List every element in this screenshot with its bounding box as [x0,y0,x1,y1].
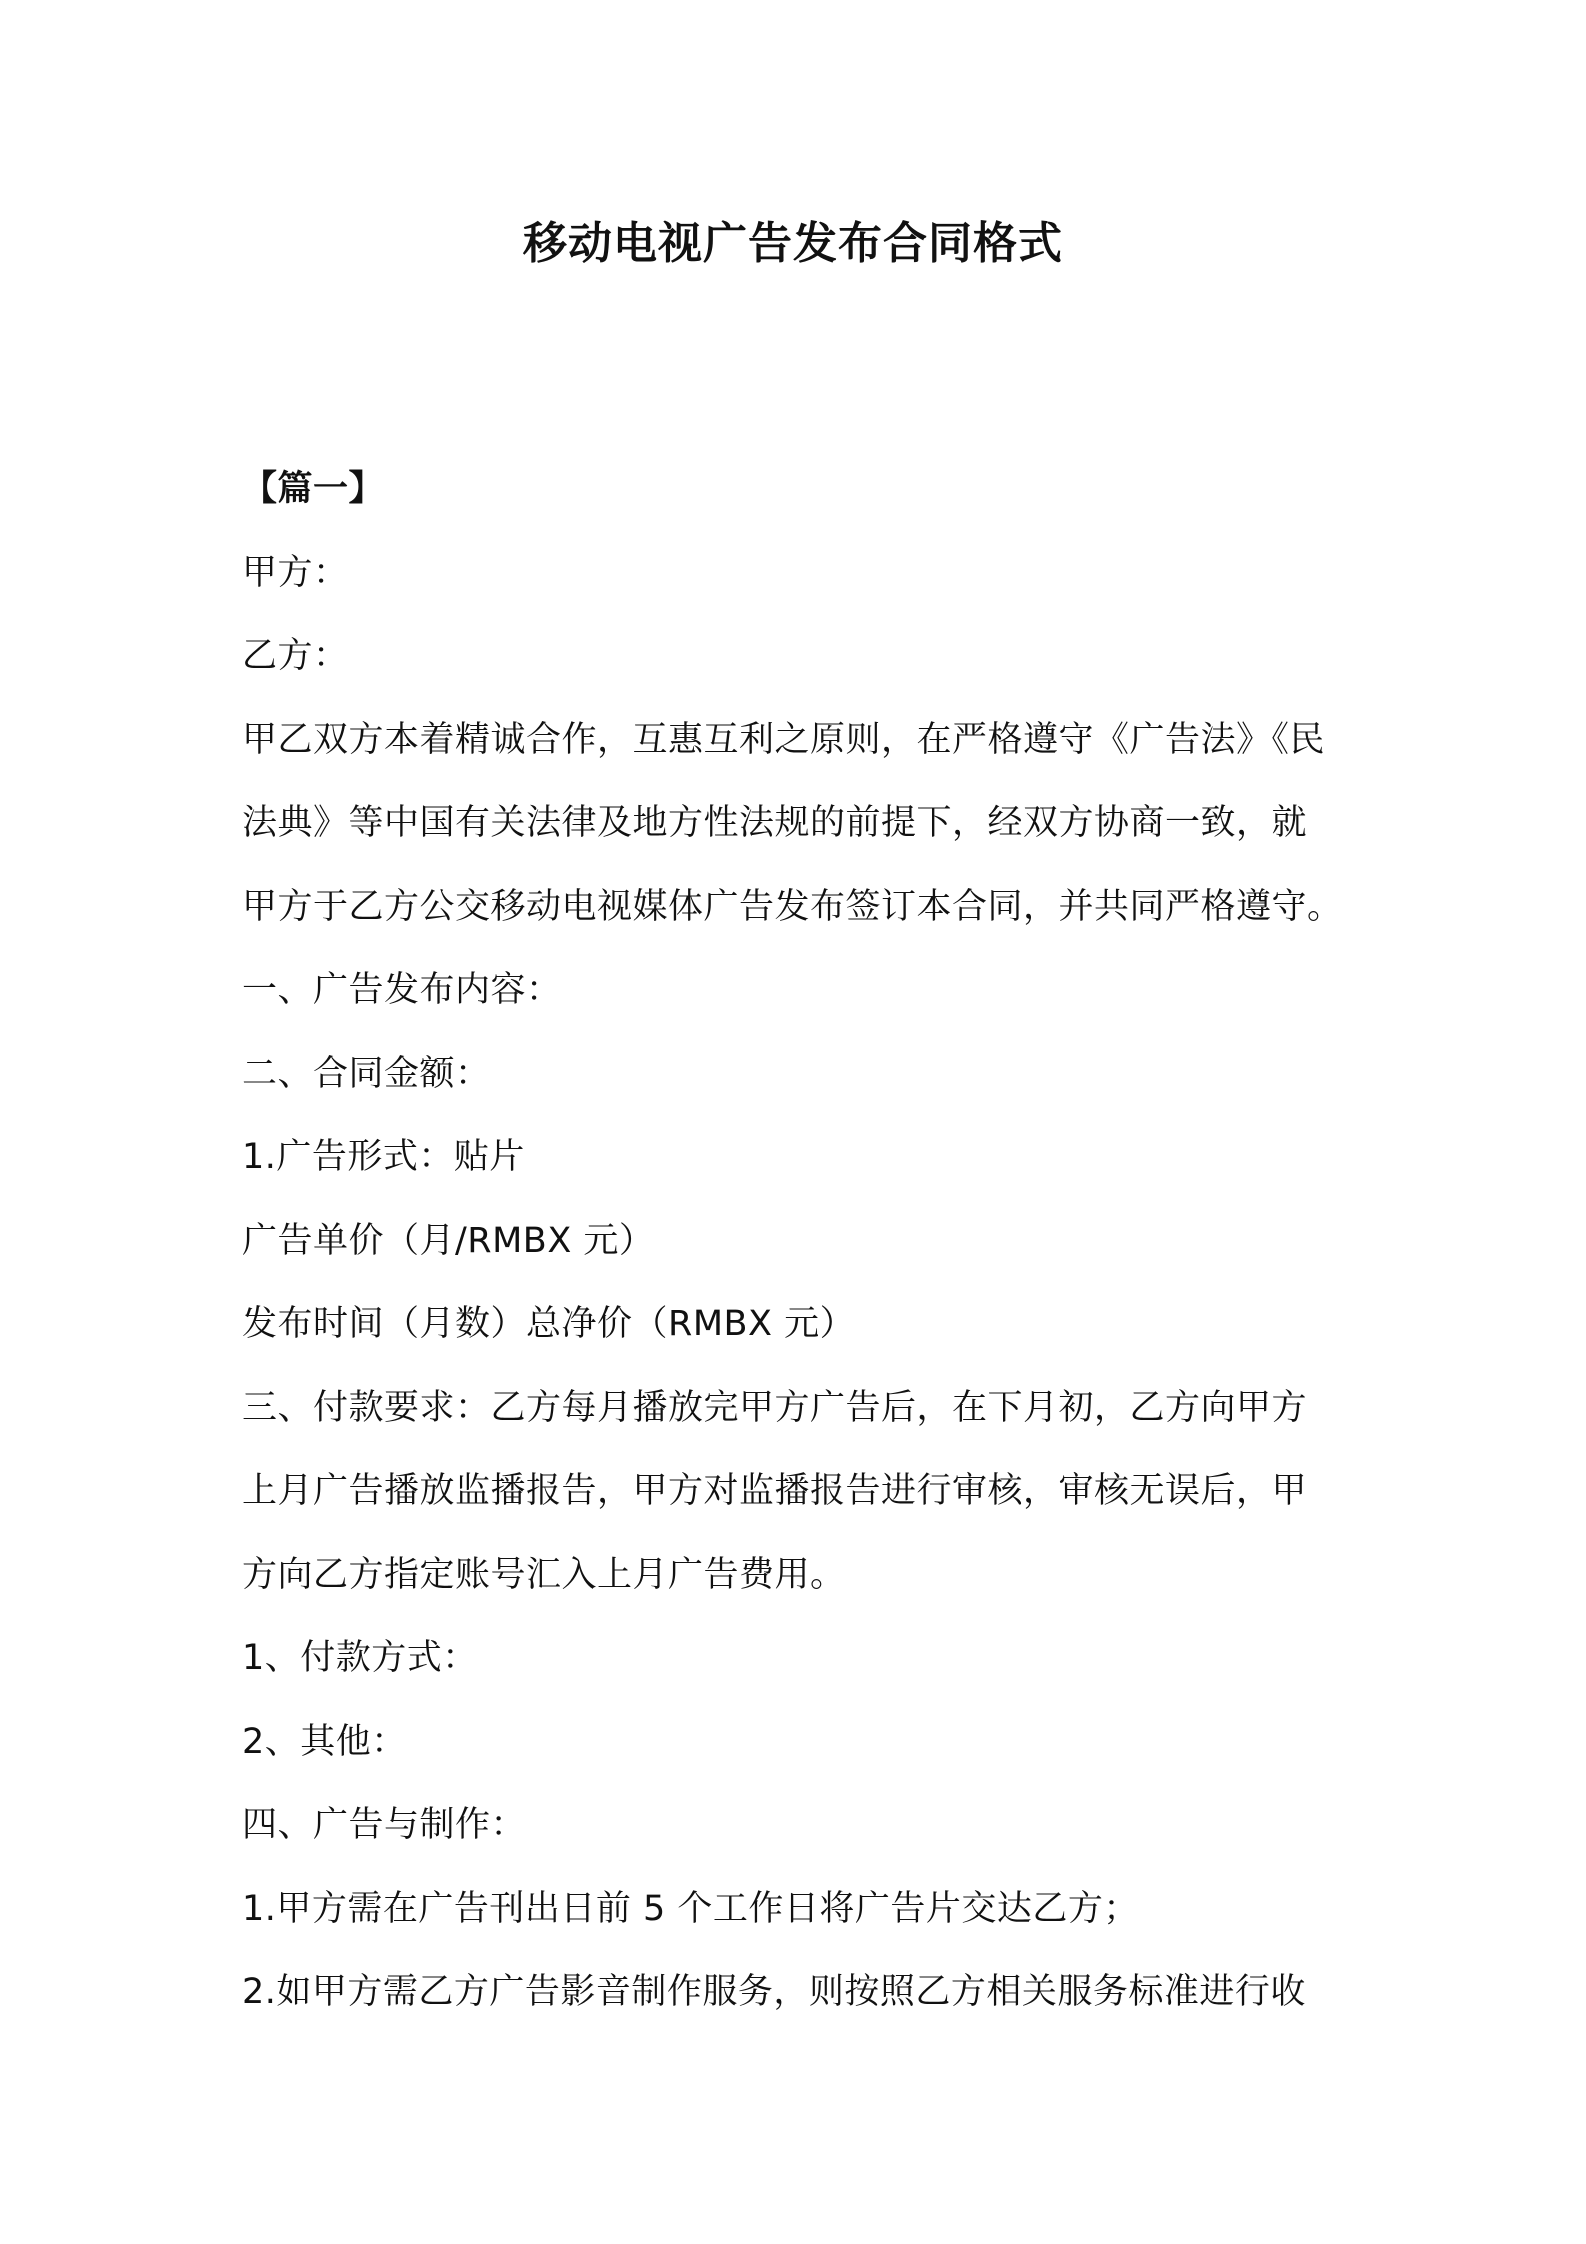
preamble-line: 甲乙双方本着精诚合作，互惠互利之原则，在严格遵守《广告法》《民 [242,719,1326,760]
clause-text: 上月广告播放监播报告，甲方对监播报告进行审核，审核无误后，甲 [242,1471,1308,1511]
clause-item: 2、其他： [242,1721,407,1762]
preamble-line: 甲方于乙方公交移动电视媒体广告发布签订本合同，并共同严格遵守。 [242,886,1343,927]
clause-text: 方向乙方指定账号汇入上月广告费用。 [242,1554,846,1595]
clause-item: 1.甲方需在广告刊出日前 5 个工作日将广告片交达乙方； [242,1888,1139,1929]
document-body [242,448,1382,2035]
party-a-field: 甲方： [242,552,349,593]
clause-item: 1.广告形式：贴片 [242,1137,525,1177]
party-b-field: 乙方： [242,636,349,676]
clause-heading: 三、付款要求：乙方每月播放完甲方广告后，在下月初，乙方向甲方 [242,1387,1308,1428]
clause-item: 广告单价（月/RMBX 元） [242,1220,655,1261]
clause-item: 1、付款方式： [242,1638,478,1678]
clause-item: 2.如甲方需乙方广告影音制作服务，则按照乙方相关服务标准进行收 [242,1972,1306,2012]
clause-heading: 四、广告与制作： [242,1805,527,1845]
clause-item: 发布时间（月数）总净价（RMBX 元） [242,1304,856,1344]
document-title: 移动电视广告发布合同格式 [523,218,1063,269]
section-label: 【篇一】 [242,469,385,509]
clause-heading: 二、合同金额： [242,1053,491,1094]
preamble-line: 法典》等中国有关法律及地方性法规的前提下，经双方协商一致，就 [242,803,1308,843]
clause-heading: 一、广告发布内容： [242,970,562,1010]
